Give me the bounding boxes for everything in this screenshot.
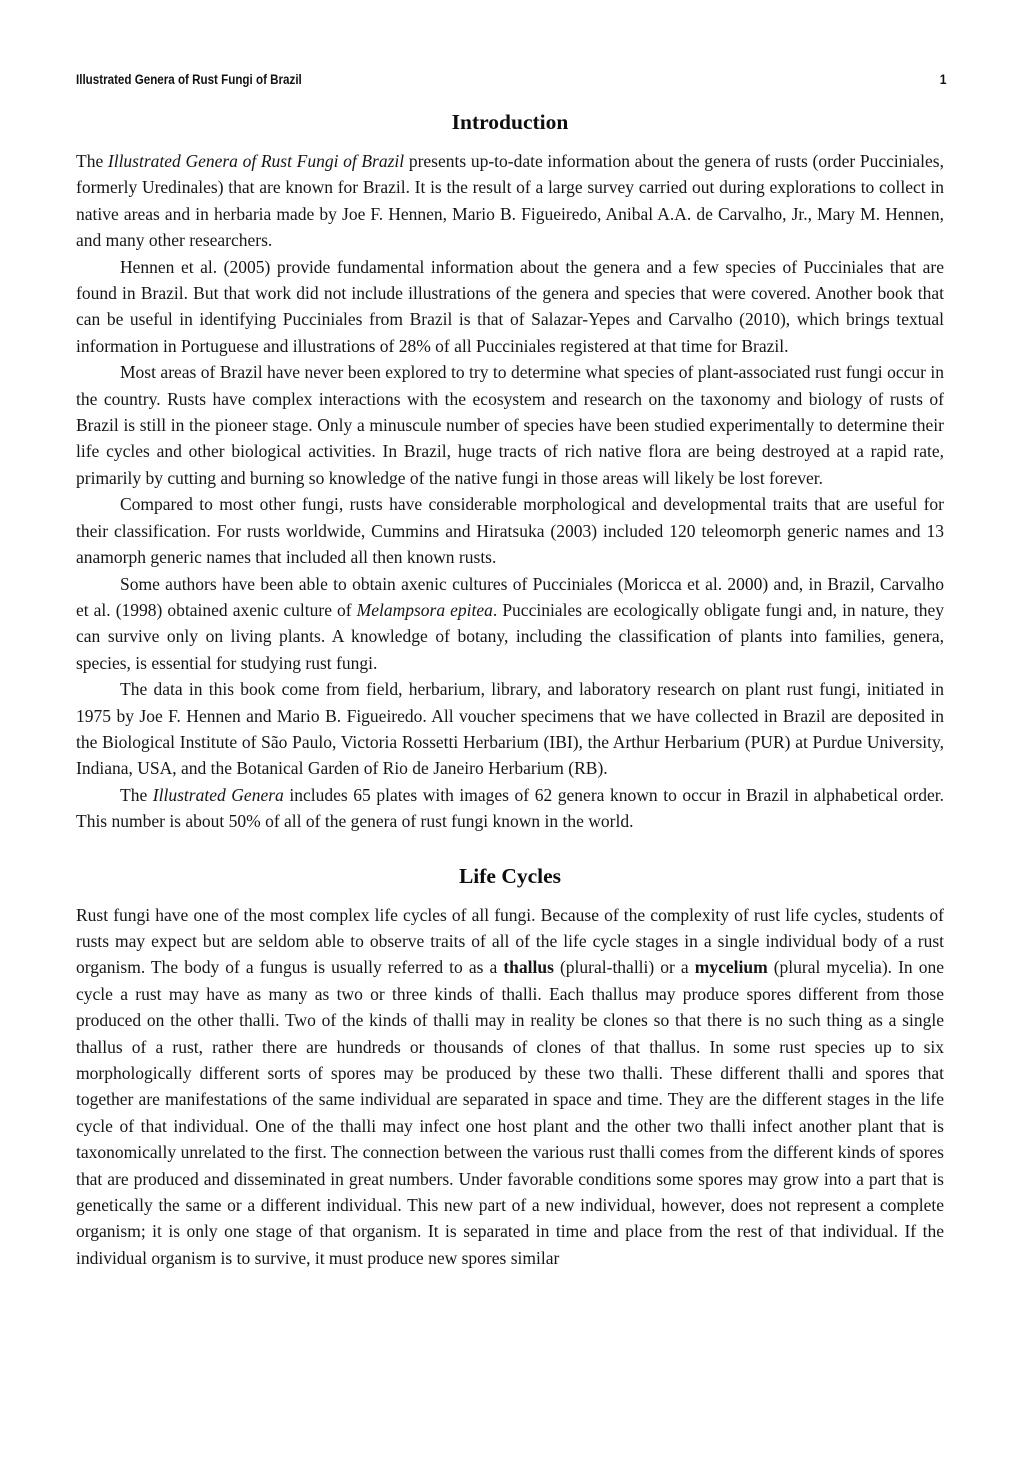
text-segment: Melampsora epitea	[356, 599, 493, 620]
text-segment: includes 65 plates with images of 62 genera known to occur in Brazil in alphabetical order. This number is about 50% of all of the genera of rust fungi known in the world.	[76, 784, 944, 832]
section-introduction	[76, 106, 944, 835]
paragraph	[76, 359, 944, 491]
text-segment: Most areas of Brazil have never been explored to try to determine what species of plant-associated rust fungi occur in the country. Rusts have complex interactions with the ecosystem and research on the taxonomy and biology of rusts of Brazil is still in the pioneer stage. Only a minuscule number of species have been studied experimentally to determine their life cycles and other biological activities. In Brazil, huge tracts of rich native flora are being destroyed at a rapid rate, primarily by cutting and burning so knowledge of the native fungi in those areas will likely be lost forever.	[76, 362, 944, 488]
section-life-cycles	[76, 860, 944, 1272]
section-heading: Introduction	[451, 110, 569, 134]
text-segment: Rust fungi have one of the most complex life cycles of all fungi. Because of the complexity of rust life cycles, students of rusts may expect but are seldom able to observe traits of all of the life cycle stages in a single individual body of a rust organism. The body of a fungus is usually referred to as a	[76, 904, 944, 978]
paragraph	[76, 782, 944, 835]
running-header-title: Illustrated Genera of Rust Fungi of Brazil	[76, 72, 302, 87]
text-segment: The data in this book come from field, herbarium, library, and laboratory research on plant rust fungi, initiated in 1975 by Joe F. Hennen and Mario B. Figueiredo. All voucher specimens that we have collected in Brazil are deposited in the Biological Institute of São Paulo, Victoria Rossetti Herbarium (IBI), the Arthur Herbarium (PUR) at Purdue University, Indiana, USA, and the Botanical Garden of Rio de Janeiro Herbarium (RB).	[76, 679, 944, 779]
text-segment: Illustrated Genera of Rust Fungi of Brazil	[107, 151, 405, 171]
text-segment: Illustrated Genera	[152, 784, 284, 805]
paragraph	[76, 902, 944, 1272]
paragraph	[76, 254, 944, 360]
text-segment: The	[76, 151, 108, 171]
text-segment: presents up-to-date information about the genera of rusts (order Pucciniales, formerly Uredinales) that are known for Brazil. It is the result of a large survey carried out during explorations to collect in native areas and in herbaria made by Joe F. Hennen, Mario B. Figueiredo, Anibal A.A. de Carvalho, Jr., Mary M. Hennen, and many other researchers.	[76, 151, 944, 251]
text-segment: mycelium	[694, 957, 768, 978]
section-heading: Life Cycles	[458, 863, 562, 888]
paragraph	[76, 148, 944, 254]
running-header	[76, 72, 947, 87]
paragraph	[76, 676, 944, 782]
text-segment: (plural-thalli) or a	[553, 957, 695, 978]
page-number: 1	[940, 72, 947, 87]
text-segment: Compared to most other fungi, rusts have considerable morphological and developmental traits that are useful for their classification. For rusts worldwide, Cummins and Hiratsuka (2003) included 120 teleomorph generic names and 13 anamorph generic names that included all then known rusts.	[76, 494, 944, 568]
paragraph	[76, 571, 944, 677]
text-segment: thallus	[503, 957, 554, 978]
text-segment: Hennen et al. (2005) provide fundamental information about the genera and a few species of Pucciniales that are found in Brazil. But that work did not include illustrations of the genera and species that were covered. Another book that can be useful in identifying Pucciniales from Brazil is that of Salazar-Yepes and Carvalho (2010), which brings textual information in Portuguese and illustrations of 28% of all Pucciniales registered at that time for Brazil.	[76, 256, 944, 356]
text-segment: Some authors have been able to obtain axenic cultures of Pucciniales (Moricca et al. 2000) and, in Brazil, Carvalho et al. (1998) obtained axenic culture of	[76, 573, 944, 620]
text-segment: (plural mycelia). In one cycle a rust may have as many as two or three kinds of thalli. Each thallus may produce spores different from those produced on the other thalli. Two of the kinds of thalli may in reality be clones so that there is no such thing as a single thallus of a rust, rather there are hundreds or thousands of clones of that thallus. In some rust species up to six morphologically different sorts of spores may be produced by these two thalli. These different thalli and spores that together are manifestations of the same individual are separated in space and time. They are the different stages in the life cycle of that individual. One of the thalli may infect one host plant and the other two thalli infect another plant that is taxonomically unrelated to the first. The connection between the various rust thalli comes from the different kinds of spores that are produced and disseminated in great numbers. Under favorable conditions some spores may grow into a part that is genetically the same or a different individual. This new part of a new individual, however, does not represent a complete organism; it is only one stage of that organism. It is separated in time and place from the rest of that individual. If the individual organism is to survive, it must produce new spores similar	[76, 957, 944, 1268]
document-body	[76, 106, 944, 1271]
text-segment: . Pucciniales are ecologically obligate fungi and, in nature, they can survive only on living plants. A knowledge of botany, including the classification of plants into families, genera, species, is essential for studying rust fungi.	[76, 599, 944, 673]
text-segment: The	[120, 784, 153, 805]
paragraph	[76, 491, 944, 570]
